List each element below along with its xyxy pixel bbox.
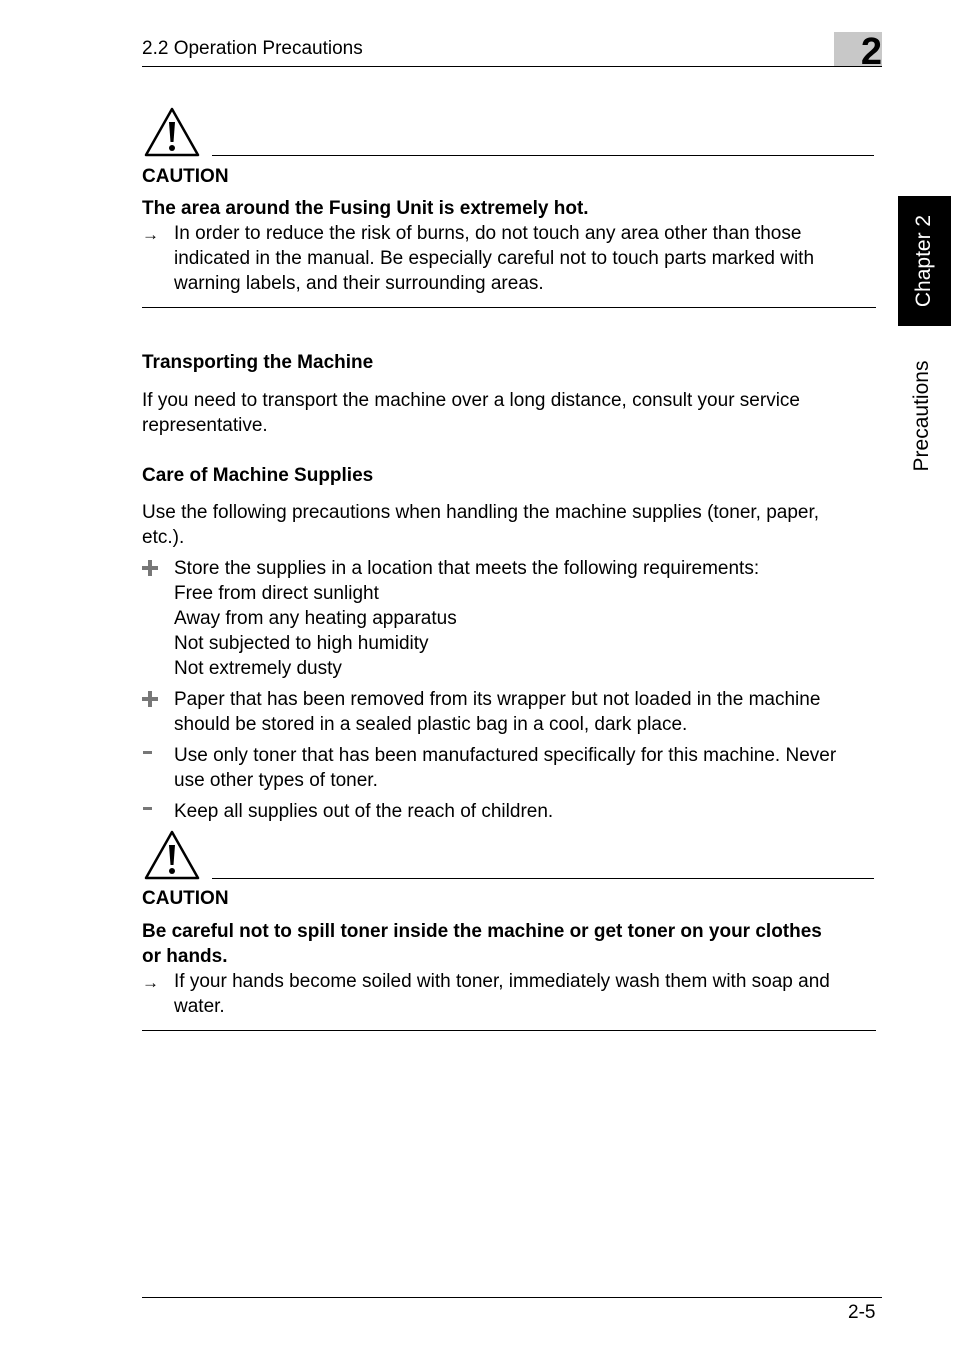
caution-bottom-rule (142, 307, 876, 308)
side-tab-chapter-label: Chapter 2 (912, 214, 935, 308)
caution-label: CAUTION (142, 166, 229, 187)
caution-instruction: In order to reduce the risk of burns, do not touch any area other than those indicated in the manual. Be especially careful not to touch parts marked with warning labels, and their surrounding areas. (174, 223, 815, 294)
list-item: Paper that has been removed from its wrapper but not loaded in the machine should be stored in a sealed plastic bag in a cool, dark place. (174, 689, 821, 735)
caution-divider (212, 878, 874, 879)
caution-label: CAUTION (142, 888, 229, 909)
caution-headline: The area around the Fusing Unit is extremely hot. (142, 198, 589, 219)
plus-bullet-icon (142, 560, 158, 576)
warning-triangle-icon (143, 106, 201, 158)
warning-triangle-icon (143, 829, 201, 881)
footer-rule (142, 1297, 882, 1298)
section-heading-transport: Transporting the Machine (142, 352, 374, 373)
side-tab-section-label: Precautions (910, 360, 933, 472)
chapter-number: 2 (860, 31, 882, 73)
arrow-bullet-icon: → (142, 973, 159, 992)
caution-instruction: If your hands become soiled with toner, immediately wash them with soap and water. (174, 971, 830, 1017)
dash-bullet-icon (143, 807, 152, 810)
care-intro-paragraph: Use the following precautions when handling the machine supplies (toner, paper, etc.). (142, 502, 820, 548)
page-number: 2-5 (848, 1302, 876, 1323)
caution-divider (212, 155, 874, 156)
arrow-bullet-icon: → (142, 225, 159, 244)
caution-bottom-rule (142, 1030, 876, 1031)
list-item: Store the supplies in a location that meets the following requirements: Free from direct sunlight Away from any heating apparatus Not subjected to high humidity Not extremely dusty (174, 558, 760, 679)
caution-headline: Be careful not to spill toner inside the machine or get toner on your clothes or hands. (142, 921, 822, 967)
running-head: 2.2 Operation Precautions (142, 38, 363, 59)
list-item: Use only toner that has been manufactured specifically for this machine. Never use other types of toner. (174, 745, 837, 791)
list-item: Keep all supplies out of the reach of children. (174, 801, 554, 822)
plus-bullet-icon (142, 691, 158, 707)
header-rule (142, 66, 882, 67)
transport-paragraph: If you need to transport the machine over a long distance, consult your service representative. (142, 390, 800, 436)
dash-bullet-icon (143, 751, 152, 754)
section-heading-care: Care of Machine Supplies (142, 465, 374, 486)
